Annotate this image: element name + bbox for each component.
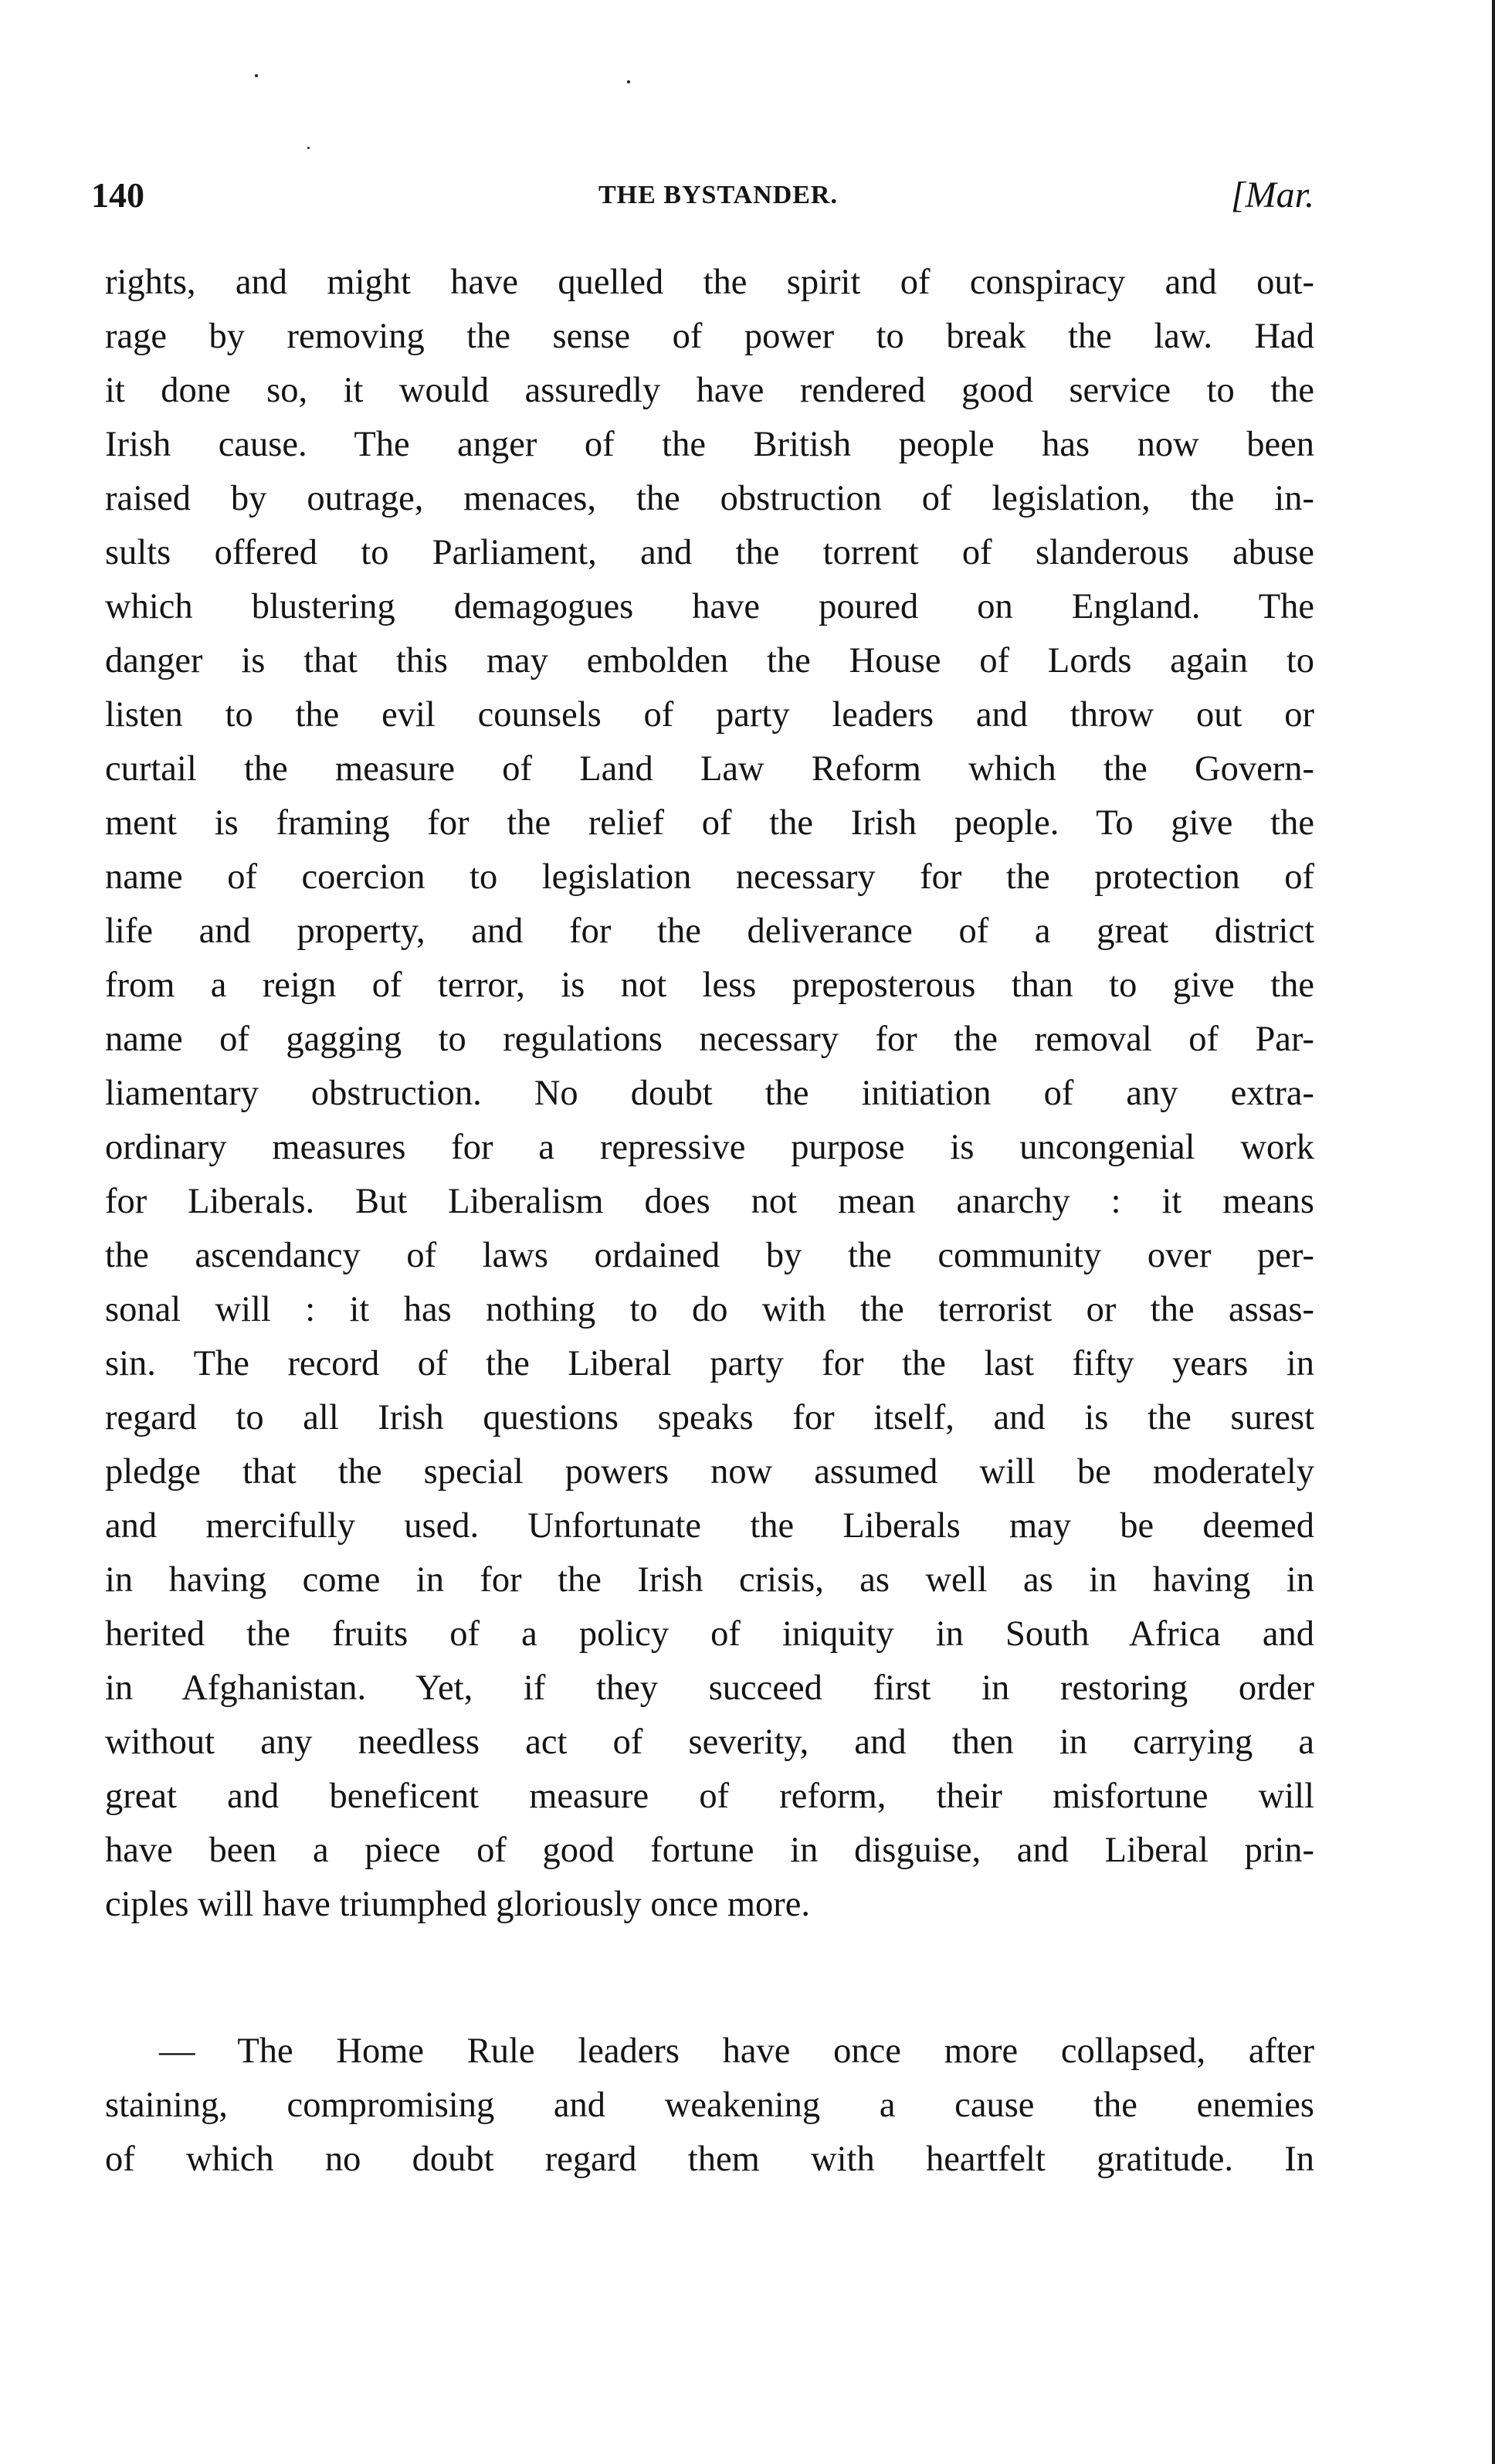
text-line: ciples will have triumphed gloriously once more. xyxy=(105,1885,810,1924)
text-line: ment is framing for the relief of the Irish people. To give the xyxy=(105,803,1314,843)
text-line: listen to the evil counsels of party leaders and throw out or xyxy=(105,695,1314,735)
text-line: name of gagging to regulations necessary for the removal of Par- xyxy=(105,1020,1314,1059)
text-line: herited the fruits of a policy of iniquity in South Africa and xyxy=(105,1614,1314,1654)
text-line: of which no doubt regard them with heartfelt gratitude. In xyxy=(105,2140,1314,2179)
text-line: — The Home Rule leaders have once more collapsed, after xyxy=(159,2031,1314,2071)
page-number: 140 xyxy=(91,175,144,215)
paragraph xyxy=(105,2024,1314,2187)
text-line: great and beneficent measure of reform, their misfortune will xyxy=(105,1777,1314,1816)
text-line: sults offered to Parliament, and the torrent of slanderous abuse xyxy=(105,533,1314,572)
page-header xyxy=(91,168,1314,222)
scan-edge-line xyxy=(1492,0,1495,2464)
text-line: staining, compromising and weakening a cause the enemies xyxy=(105,2086,1314,2125)
text-line: and mercifully used. Unfortunate the Liberals may be deemed xyxy=(105,1506,1314,1546)
text-line: pledge that the special powers now assumed will be moderately xyxy=(105,1452,1314,1492)
paragraph xyxy=(105,256,1314,1932)
ink-speck xyxy=(627,80,630,83)
text-line: the ascendancy of laws ordained by the community over per- xyxy=(105,1236,1314,1275)
section-mark: [Mar. xyxy=(1230,175,1314,216)
ink-speck xyxy=(255,74,258,77)
text-line: which blustering demagogues have poured on England. The xyxy=(105,587,1314,626)
text-line: raised by outrage, menaces, the obstruction of legislation, the in- xyxy=(105,479,1314,518)
text-line: without any needless act of severity, and then in carrying a xyxy=(105,1722,1314,1762)
text-line: for Liberals. But Liberalism does not mean anarchy : it means xyxy=(105,1182,1314,1221)
text-line: rights, and might have quelled the spirit of conspiracy and out- xyxy=(105,263,1314,302)
text-line: rage by removing the sense of power to break the law. Had xyxy=(105,317,1314,356)
text-line: name of coercion to legislation necessary for the protection of xyxy=(105,857,1314,897)
text-line: in Afghanistan. Yet, if they succeed first in restoring order xyxy=(105,1668,1314,1708)
text-line: sonal will : it has nothing to do with the terrorist or the assas- xyxy=(105,1290,1314,1329)
text-line: in having come in for the Irish crisis, as well as in having in xyxy=(105,1560,1314,1600)
text-line: regard to all Irish questions speaks for itself, and is the surest xyxy=(105,1398,1314,1437)
text-line: from a reign of terror, is not less preposterous than to give the xyxy=(105,966,1314,1005)
text-line: sin. The record of the Liberal party for the last fifty years in xyxy=(105,1344,1314,1383)
text-line: it done so, it would assuredly have rendered good service to the xyxy=(105,371,1314,410)
text-line: life and property, and for the deliverance of a great district xyxy=(105,911,1314,951)
ink-speck xyxy=(307,147,310,149)
text-line: liamentary obstruction. No doubt the initiation of any extra- xyxy=(105,1074,1314,1113)
text-line: curtail the measure of Land Law Reform which the Govern- xyxy=(105,749,1314,789)
text-line: have been a piece of good fortune in disguise, and Liberal prin- xyxy=(105,1831,1314,1870)
text-line: ordinary measures for a repressive purpose is uncongenial work xyxy=(105,1128,1314,1167)
running-title: THE BYSTANDER. xyxy=(598,181,838,209)
text-line: danger is that this may embolden the House of Lords again to xyxy=(105,641,1314,680)
text-line: Irish cause. The anger of the British people has now been xyxy=(105,425,1314,464)
